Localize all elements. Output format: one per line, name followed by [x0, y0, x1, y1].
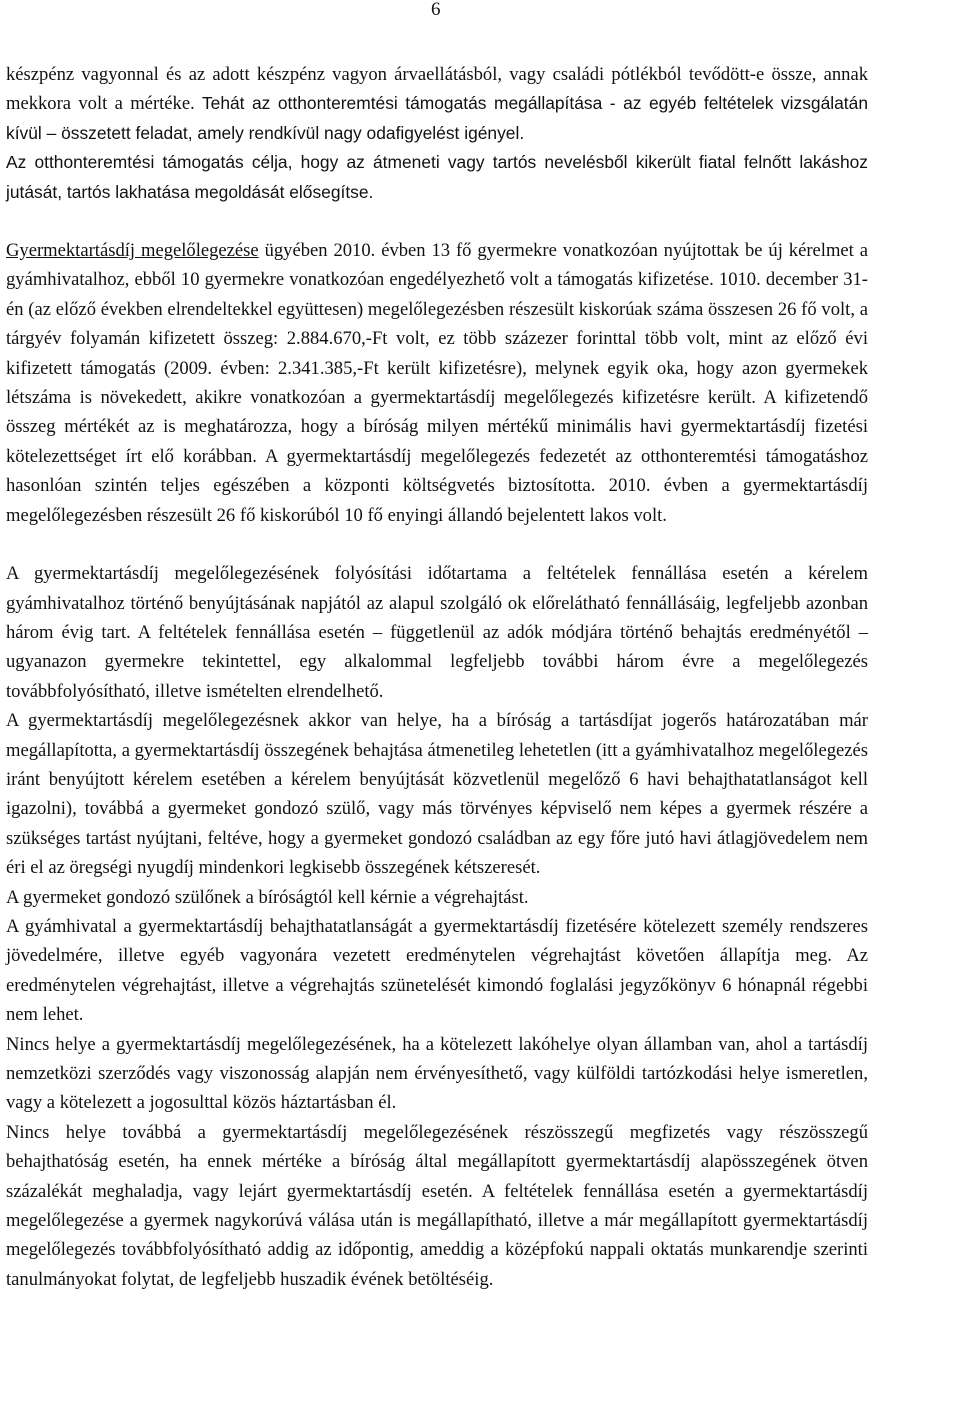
paragraph-3-text: ügyében 2010. évben 13 fő gyermekre vonatkozóan nyújtottak be új kérelmet a gyámhivatalhoz, ebből 10 gyermekre vonatkozóan engedélyezhető volt a támogatás kifizetése. 1010. december 31-én (az előző években elrendeltekkel együttesen) megelőlegezésben részesült kiskorúak száma összesen 26 fő volt, a tárgyév folyamán kifizetett összeg: 2.884.670,-Ft volt, ez több százezer forinttal több volt, mint az előző évi kifizetett támogatás (2009. évben: 2.341.385,-Ft került kifizetésre), melynek egyik oka, hogy azon gyermekek létszáma is növekedett, akikre vonatkozóan a gyermektartásdíj megelőlegezés kifizetésre került. A kifizetendő összeg mértékét az is meghatározza, hogy a bíróság milyen mértékű minimális havi gyermektartásdíj fizetési kötelezettséget írt elő korábban. A gyermektartásdíj megelőlegezés fedezetét az otthonteremtési támogatáshoz hasonlóan szintén teljes egészében a központi költségvetés biztosította. 2010. évben a gyermektartásdíj megelőlegezésben részesült 26 fő kiskorúból 10 fő enyingi állandó bejelentett lakos volt.	[6, 240, 868, 526]
paragraph-3	[6, 236, 868, 530]
paragraph-4: A gyermektartásdíj megelőlegezésének folyósítási időtartama a feltételek fennállása esetén a kérelem gyámhivatalhoz történő benyújtásának napjától az alapul szolgáló ok előrelátható fennállásáig, legfeljebb azonban három évig tart. A feltételek fennállása esetén – függetlenül az adók módjára történő behajtás eredményétől – ugyanazon gyermekre tekintettel, egy alkalommal legfeljebb további három évre a megelőlegezés továbbfolyósítható, illetve ismételten elrendelhető.	[6, 563, 868, 702]
paragraph-7: A gyámhivatal a gyermektartásdíj behajthatatlanságát a gyermektartásdíj fizetésére kötelezett személy rendszeres jövedelmére, illetve egyéb vagyonára vezetett eredménytelen végrehajtást követően állapítja meg. Az eredménytelen végrehajtást, illetve a végrehajtás szünetelését kimondó foglalási jegyzőkönyv 6 hónapnál régebbi nem lehet.	[6, 915, 868, 1026]
document-body	[6, 60, 868, 1294]
paragraph-9: Nincs helye továbbá a gyermektartásdíj megelőlegezésének részösszegű megfizetés vagy részösszegű behajthatóság esetén, ha ennek mértéke a bíróság által megállapított gyermektartásdíj alapösszegének ötven százalékát meghaladja, vagy lejárt gyermektartásdíj esetén. A feltételek fennállása esetén a gyermektartásdíj megelőlegezése a gyermek nagykorúvá válása után is megállapítható, illetve a már megállapított gyermektartásdíj megelőlegezés továbbfolyósítható addig az időpontig, ameddig a középfokú nappali oktatás munkarendje szerinti tanulmányokat folytat, de legfeljebb huszadik évének betöltéséig.	[6, 1121, 868, 1290]
paragraph-5: A gyermektartásdíj megelőlegezésnek akkor van helye, ha a bíróság a tartásdíjat jogerős határozatában már megállapította, a gyermektartásdíj összegének behajtása átmenetileg lehetetlen (itt a gyámhivatalhoz megelőlegezés iránt benyújtott kérelem esetében a kérelem benyújtását közvetlenül megelőző 6 havi behajthatatlanságot kell igazolni), továbbá a gyermeket gondozó szülő, vagy más törvényes képviselő nem képes a gyermek részére a szükséges tartást nyújtani, feltéve, hogy a gyermeket gondozó családban az egy főre jutó havi átlagjövedelem nem éri el az öregségi nyugdíj mindenkori legkisebb összegének kétszeresét.	[6, 710, 868, 879]
paragraph-8: Nincs helye a gyermektartásdíj megelőlegezésének, ha a kötelezett lakóhelye olyan államban van, ahol a tartásdíj nemzetközi szerződés vagy viszonosság alapján nem érvényesíthető, vagy külföldi tartózkodási helye ismeretlen, vagy a kötelezett a jogosulttal közös háztartásban él.	[6, 1033, 868, 1114]
paragraph-1-text-sans: Tehát az otthonteremtési támogatás megállapítása - az egyéb feltételek vizsgálatán kívül – összetett feladat, amely rendkívül nagy odafigyelést igényel.	[6, 93, 868, 143]
paragraph-1-text-serif: készpénz vagyonnal és az adott készpénz vagyon árvaellátásból, vagy családi pótlékból tevődött-e össze, annak mekkora volt a mértéke.	[6, 64, 868, 115]
section-heading-gyermektartasdij: Gyermektartásdíj megelőlegezése	[6, 240, 259, 262]
paragraph-2: Az otthonteremtési támogatás célja, hogy az átmeneti vagy tartós nevelésből kikerült fiatal felnőtt lakáshoz jutását, tartós lakhatása megoldását elősegítse.	[6, 152, 868, 202]
page-number: 6	[431, 0, 441, 20]
paragraph-6: A gyermeket gondozó szülőnek a bíróságtól kell kérnie a végrehajtást.	[6, 886, 529, 908]
paragraph-1	[6, 60, 868, 148]
